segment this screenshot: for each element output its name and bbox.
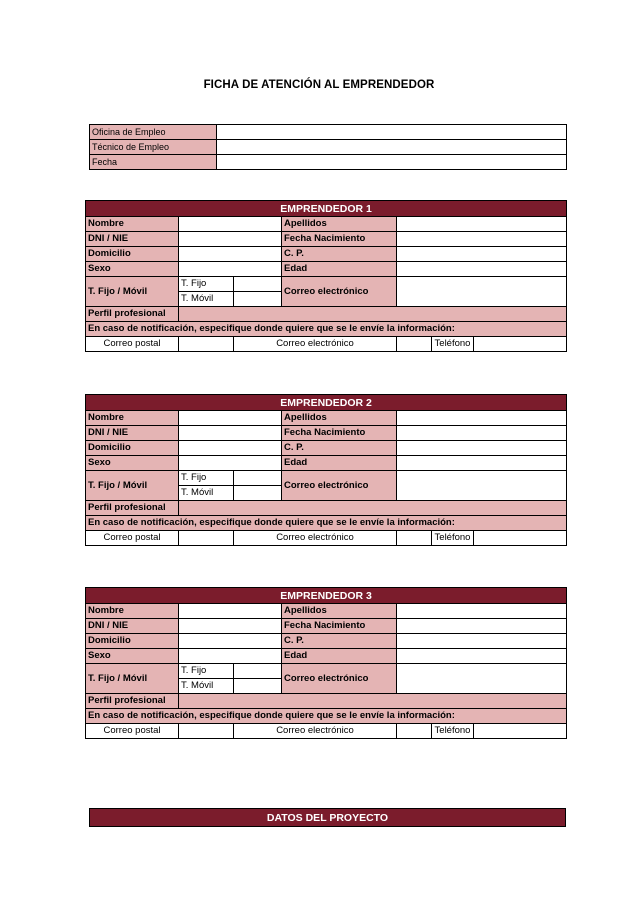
perfil-label: Perfil profesional: [86, 694, 179, 709]
perfil-field[interactable]: [179, 307, 567, 322]
correo-field[interactable]: [397, 471, 567, 501]
emprendedor-3-table: [85, 587, 567, 739]
correo-postal-check[interactable]: [179, 531, 234, 546]
telefono-check[interactable]: [474, 337, 567, 352]
dni-label: DNI / NIE: [86, 232, 179, 247]
cp-label: C. P.: [282, 441, 397, 456]
section-header: EMPRENDEDOR 2: [86, 395, 567, 411]
nombre-field[interactable]: [179, 604, 282, 619]
cp-label: C. P.: [282, 634, 397, 649]
correo-electronico-check[interactable]: [397, 337, 432, 352]
t-movil-label: T. Móvil: [179, 679, 234, 694]
edad-field[interactable]: [397, 649, 567, 664]
perfil-field[interactable]: [179, 501, 567, 516]
domicilio-label: Domicilio: [86, 441, 179, 456]
t-fijo-field[interactable]: [234, 277, 282, 292]
correo-electronico-option-label: Correo electrónico: [234, 337, 397, 352]
office-row-fecha: [90, 155, 567, 170]
dni-field[interactable]: [179, 426, 282, 441]
telefono-check[interactable]: [474, 531, 567, 546]
telefono-option-label: Teléfono: [432, 337, 474, 352]
office-row-tecnico: [90, 140, 567, 155]
t-fijo-label: T. Fijo: [179, 471, 234, 486]
edad-label: Edad: [282, 262, 397, 277]
telefono-option-label: Teléfono: [432, 531, 474, 546]
domicilio-label: Domicilio: [86, 634, 179, 649]
t-fijo-label: T. Fijo: [179, 277, 234, 292]
nombre-field[interactable]: [179, 411, 282, 426]
notificacion-label: En caso de notificación, especifique donde quiere que se le envíe la información:: [86, 709, 567, 724]
edad-label: Edad: [282, 649, 397, 664]
apellidos-field[interactable]: [397, 217, 567, 232]
t-movil-field[interactable]: [234, 486, 282, 501]
dni-label: DNI / NIE: [86, 619, 179, 634]
correo-postal-label: Correo postal: [86, 337, 179, 352]
fecha-nacimiento-label: Fecha Nacimiento: [282, 232, 397, 247]
dni-field[interactable]: [179, 619, 282, 634]
fecha-nacimiento-label: Fecha Nacimiento: [282, 426, 397, 441]
oficina-label: Oficina de Empleo: [90, 125, 217, 140]
datos-proyecto-table: [89, 808, 566, 827]
correo-label: Correo electrónico: [282, 277, 397, 307]
t-movil-field[interactable]: [234, 679, 282, 694]
project-section-header: DATOS DEL PROYECTO: [90, 809, 566, 827]
t-movil-label: T. Móvil: [179, 486, 234, 501]
nombre-label: Nombre: [86, 604, 179, 619]
office-row-oficina: [90, 125, 567, 140]
correo-postal-label: Correo postal: [86, 724, 179, 739]
telefono-check[interactable]: [474, 724, 567, 739]
t-movil-field[interactable]: [234, 292, 282, 307]
correo-electronico-option-label: Correo electrónico: [234, 531, 397, 546]
perfil-label: Perfil profesional: [86, 501, 179, 516]
perfil-field[interactable]: [179, 694, 567, 709]
apellidos-field[interactable]: [397, 604, 567, 619]
telefono-label: T. Fijo / Móvil: [86, 471, 179, 501]
cp-field[interactable]: [397, 441, 567, 456]
t-fijo-field[interactable]: [234, 664, 282, 679]
correo-electronico-check[interactable]: [397, 531, 432, 546]
t-movil-label: T. Móvil: [179, 292, 234, 307]
telefono-label: T. Fijo / Móvil: [86, 664, 179, 694]
tecnico-label: Técnico de Empleo: [90, 140, 217, 155]
correo-postal-check[interactable]: [179, 724, 234, 739]
sexo-label: Sexo: [86, 262, 179, 277]
tecnico-field[interactable]: [217, 140, 567, 155]
office-info-table: [89, 124, 567, 170]
t-fijo-field[interactable]: [234, 471, 282, 486]
page-title: FICHA DE ATENCIÓN AL EMPRENDEDOR: [203, 79, 435, 91]
correo-postal-label: Correo postal: [86, 531, 179, 546]
sexo-field[interactable]: [179, 262, 282, 277]
fecha-field[interactable]: [217, 155, 567, 170]
fecha-nacimiento-field[interactable]: [397, 619, 567, 634]
fecha-nacimiento-label: Fecha Nacimiento: [282, 619, 397, 634]
apellidos-label: Apellidos: [282, 217, 397, 232]
domicilio-field[interactable]: [179, 634, 282, 649]
sexo-field[interactable]: [179, 456, 282, 471]
dni-field[interactable]: [179, 232, 282, 247]
nombre-label: Nombre: [86, 217, 179, 232]
edad-field[interactable]: [397, 262, 567, 277]
correo-field[interactable]: [397, 277, 567, 307]
emprendedor-1-table: [85, 200, 567, 352]
edad-field[interactable]: [397, 456, 567, 471]
telefono-label: T. Fijo / Móvil: [86, 277, 179, 307]
perfil-label: Perfil profesional: [86, 307, 179, 322]
domicilio-field[interactable]: [179, 247, 282, 262]
edad-label: Edad: [282, 456, 397, 471]
section-header: EMPRENDEDOR 1: [86, 201, 567, 217]
fecha-nacimiento-field[interactable]: [397, 232, 567, 247]
sexo-label: Sexo: [86, 456, 179, 471]
domicilio-label: Domicilio: [86, 247, 179, 262]
correo-postal-check[interactable]: [179, 337, 234, 352]
cp-field[interactable]: [397, 247, 567, 262]
fecha-nacimiento-field[interactable]: [397, 426, 567, 441]
notificacion-label: En caso de notificación, especifique donde quiere que se le envíe la información:: [86, 516, 567, 531]
apellidos-field[interactable]: [397, 411, 567, 426]
sexo-label: Sexo: [86, 649, 179, 664]
correo-field[interactable]: [397, 664, 567, 694]
nombre-field[interactable]: [179, 217, 282, 232]
nombre-label: Nombre: [86, 411, 179, 426]
emprendedor-2-table: [85, 394, 567, 546]
correo-label: Correo electrónico: [282, 664, 397, 694]
oficina-field[interactable]: [217, 125, 567, 140]
fecha-label: Fecha: [90, 155, 217, 170]
sexo-field[interactable]: [179, 649, 282, 664]
notificacion-label: En caso de notificación, especifique donde quiere que se le envíe la información:: [86, 322, 567, 337]
domicilio-field[interactable]: [179, 441, 282, 456]
section-header: EMPRENDEDOR 3: [86, 588, 567, 604]
telefono-option-label: Teléfono: [432, 724, 474, 739]
cp-label: C. P.: [282, 247, 397, 262]
apellidos-label: Apellidos: [282, 411, 397, 426]
apellidos-label: Apellidos: [282, 604, 397, 619]
correo-electronico-option-label: Correo electrónico: [234, 724, 397, 739]
correo-electronico-check[interactable]: [397, 724, 432, 739]
correo-label: Correo electrónico: [282, 471, 397, 501]
t-fijo-label: T. Fijo: [179, 664, 234, 679]
cp-field[interactable]: [397, 634, 567, 649]
dni-label: DNI / NIE: [86, 426, 179, 441]
